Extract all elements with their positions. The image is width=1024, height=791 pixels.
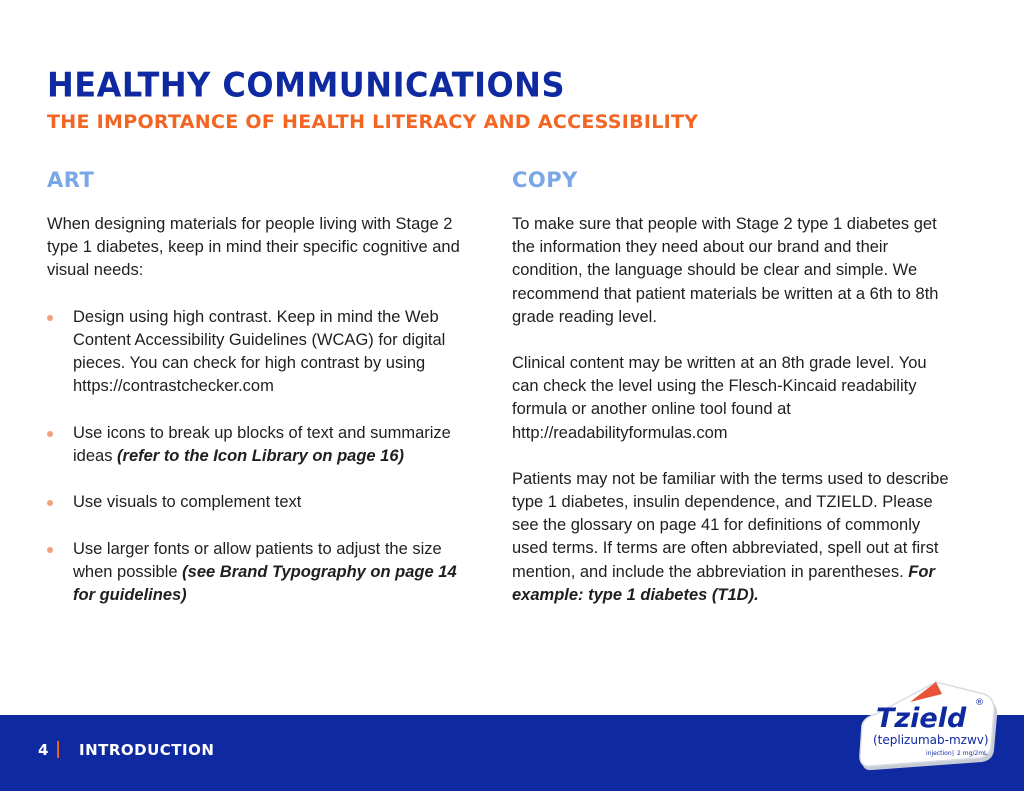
logo-brand: Tzield	[876, 703, 967, 734]
copy-paragraph-3	[512, 468, 957, 607]
copy-heading: COPY	[512, 168, 578, 192]
bullet-dot-icon	[47, 547, 53, 553]
art-bullet-item	[47, 306, 467, 399]
copy-example: For example: type 1 diabetes (T1D).	[512, 562, 935, 604]
bullet-text: Use icons to break up blocks of text and summarize ideas	[73, 423, 451, 465]
art-bullet-item	[47, 538, 467, 608]
bullet-text: Use visuals to complement text	[73, 493, 302, 512]
art-intro: When designing materials for people living with Stage 2 type 1 diabetes, keep in mind their specific cognitive and visual needs:	[47, 215, 460, 280]
section-label: INTRODUCTION	[79, 741, 215, 759]
copy-paragraph-1: To make sure that people with Stage 2 type 1 diabetes get the information they need about our brand and their condition, the language should be clear and simple. We recommend that patient materials be written at a 6th to 8th grade reading level.	[512, 215, 939, 326]
logo-strength: 2 mg/2mL	[957, 750, 988, 757]
bullet-text: Use larger fonts or allow patients to adjust the size when possible	[73, 539, 442, 581]
tzield-logo-graphic	[858, 680, 1000, 775]
logo-divider: |	[952, 750, 955, 757]
bullet-text: Design using high contrast. Keep in mind the Web Content Accessibility Guidelines (WCAG) for digital pieces. You can check for high contrast by using https://contrastchecker.com	[73, 307, 446, 396]
bullet-dot-icon	[47, 431, 53, 437]
logo-form: injection	[926, 750, 952, 757]
art-column	[47, 168, 467, 630]
bullet-note: (see Brand Typography on page 14 for guidelines)	[73, 562, 457, 604]
bullet-note: (refer to the Icon Library on page 16)	[117, 446, 405, 465]
copy-paragraph-3-text: Patients may not be familiar with the terms used to describe type 1 diabetes, insulin dependence, and TZIELD. Please see the glossary on page 41 for definitions of commonly used terms. If terms are often abbreviated, spell out at first mention, and include the abbreviation in parentheses.	[512, 469, 949, 581]
page-title: HEALTHY COMMUNICATIONS	[47, 65, 565, 105]
tzield-logo	[858, 680, 1000, 775]
art-bullet-list	[47, 306, 467, 608]
logo-generic-name: (teplizumab-mzwv)	[873, 733, 989, 747]
page-number: 4	[38, 741, 49, 759]
art-bullet-item	[47, 422, 467, 468]
bullet-dot-icon	[47, 500, 53, 506]
logo-registered-mark: ®	[975, 698, 984, 708]
bullet-dot-icon	[47, 315, 53, 321]
page-subtitle: THE IMPORTANCE OF HEALTH LITERACY AND ACCESSIBILITY	[47, 111, 699, 133]
art-bullet-item	[47, 491, 467, 514]
copy-paragraph-2: Clinical content may be written at an 8th grade level. You can check the level using the Flesch-Kincaid readability formula or another online tool found at http://readabilityformulas.com	[512, 354, 927, 442]
art-heading: ART	[47, 168, 95, 192]
copy-column	[512, 168, 957, 630]
footer-separator: |	[55, 739, 62, 759]
